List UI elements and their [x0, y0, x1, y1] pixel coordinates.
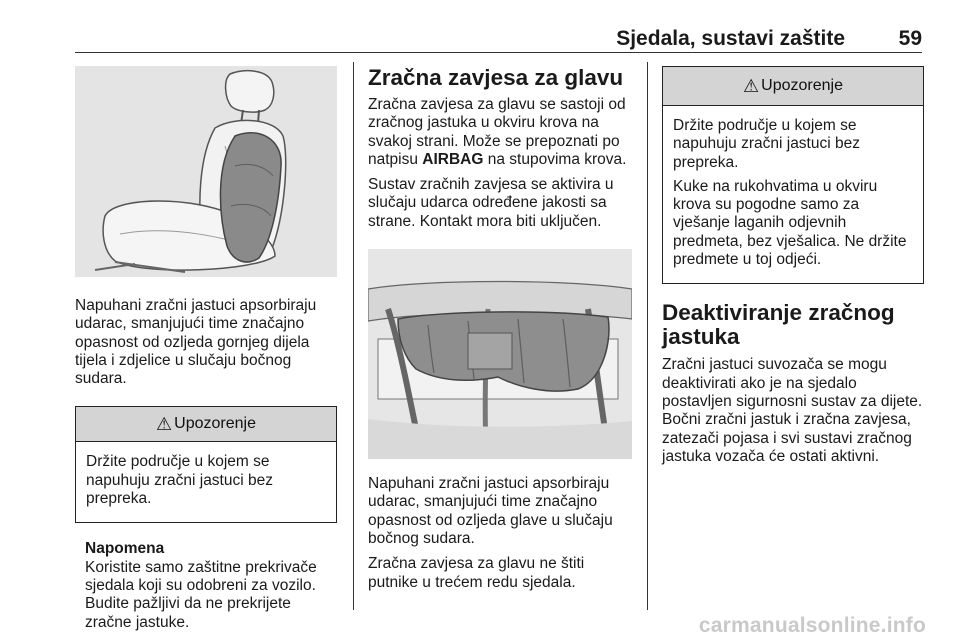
- curtain-figure-caption: Napuhani zračni jastuci apsorbiraju udarac, smanjujući time značajno opasnost od ozljeda glave u slučaju bočnog sudara.: [368, 475, 613, 547]
- column-divider-right: [647, 62, 648, 610]
- curtain-airbag-heading: Zračna zavjesa za glavu: [368, 65, 624, 90]
- warning-body: [76, 442, 336, 522]
- page-number: 59: [898, 27, 922, 50]
- watermark: carmanualsonline.info: [698, 614, 926, 637]
- warning-title: Upozorenje: [174, 415, 256, 433]
- deactivate-airbag-paragraph: Zračni jastuci suvozača se mogu deaktivirati ako je na sjedalo postavljen sigurnosni sustav za dijete. Bočni zračni jastuk i zračna zavjesa, zatezači pojasa i svi sustavi zračnog jastuka vozača će ostati aktivni.: [662, 356, 923, 465]
- warning-box-left: [75, 406, 337, 523]
- seat-airbag-figure: [75, 66, 337, 277]
- curtain-intro-text: Zračna zavjesa za glavu se sastoji od zračnog jastuka u okviru krova na svakoj strani. Može se prepoznati po natpisu: [368, 96, 626, 168]
- airbag-label: AIRBAG: [422, 150, 484, 168]
- curtain-intro-text-end: na stupovima krova.: [483, 150, 627, 168]
- header-rule: [75, 52, 922, 53]
- warning-header: [76, 407, 336, 442]
- curtain-airbag-illustration: [368, 249, 632, 459]
- warning-box-right: [662, 66, 924, 284]
- seat-figure-caption: Napuhani zračni jastuci apsorbiraju udarac, smanjujući time značajno opasnost od ozljeda gornjeg dijela tijela i zdjelice u slučaju bočnog sudara.: [75, 297, 317, 388]
- warning-title: Upozorenje: [761, 77, 843, 94]
- warning-triangle-icon: ⚠: [156, 413, 173, 434]
- warning-body: [663, 106, 923, 283]
- middle-column: [368, 66, 632, 592]
- warning-text-1: Držite područje u kojem se napuhuju zračni jastuci bez prepreka.: [673, 117, 860, 171]
- warning-triangle-icon: ⚠: [743, 75, 760, 96]
- seat-airbag-illustration: [75, 66, 337, 277]
- curtain-intro-paragraph: [368, 96, 632, 169]
- warning-header: [663, 67, 923, 106]
- warning-text: Držite područje u kojem se napuhuju zračni jastuci bez prepreka.: [86, 453, 273, 508]
- warning-text-2: Kuke na rukohvatima u okviru krova su pogodne samo za vješanje laganih odjevnih predmeta, bez vješalica. Ne držite predmete u toj odjeći.: [673, 177, 907, 269]
- curtain-activation-paragraph: Sustav zračnih zavjesa se aktivira u slučaju udarca određene jakosti sa strane. Kontakt mora biti uključen.: [368, 176, 614, 230]
- curtain-airbag-figure: [368, 249, 632, 459]
- section-title: Sjedala, sustavi zaštite: [616, 27, 845, 50]
- note-text: Koristite samo zaštitne prekrivače sjedala koji su odobreni za vozilo. Budite pažljivi da ne prekrijete zračne jastuke.: [85, 558, 317, 631]
- note-title: Napomena: [85, 540, 165, 558]
- third-row-paragraph: Zračna zavjesa za glavu ne štiti putnike u trećem redu sjedala.: [368, 555, 585, 591]
- right-column: [662, 66, 924, 466]
- column-divider-left: [353, 62, 354, 610]
- deactivate-airbag-heading: Deaktiviranje zračnog jastuka: [662, 300, 895, 350]
- left-column: [75, 66, 337, 632]
